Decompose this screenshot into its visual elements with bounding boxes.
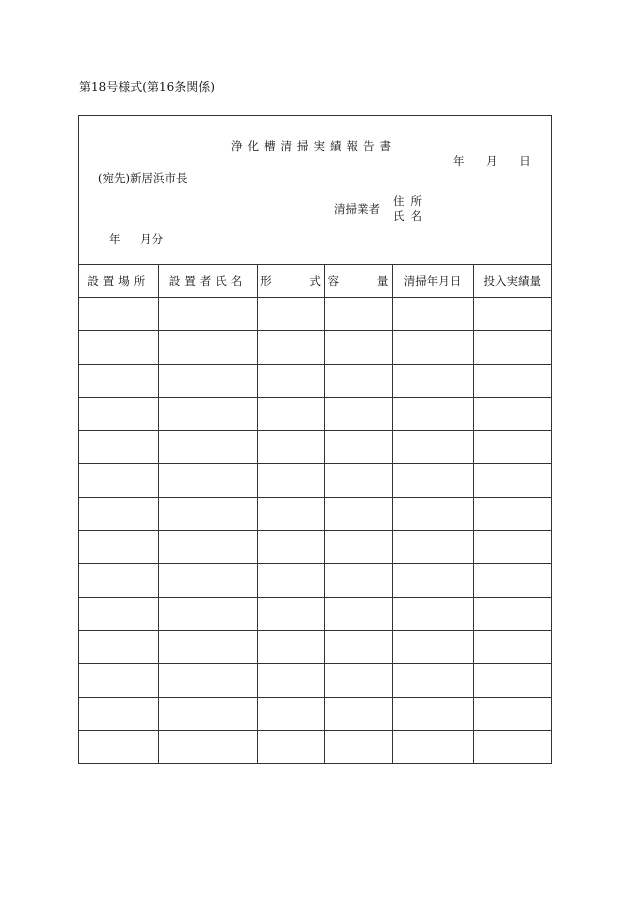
report-date: 年 月 日 [453, 154, 531, 168]
cell-amount[interactable] [473, 630, 551, 663]
report-header [79, 116, 551, 265]
table-row [79, 664, 551, 697]
table-row [79, 364, 551, 397]
cell-installer[interactable] [158, 630, 257, 663]
cell-location[interactable] [79, 664, 158, 697]
cell-capacity[interactable] [324, 564, 392, 597]
cell-type[interactable] [257, 497, 324, 530]
cell-date[interactable] [392, 397, 473, 430]
cell-location[interactable] [79, 497, 158, 530]
cell-type[interactable] [257, 298, 324, 331]
cell-amount[interactable] [473, 697, 551, 730]
cell-date[interactable] [392, 497, 473, 530]
cell-amount[interactable] [473, 497, 551, 530]
report-title: 浄化槽清掃実績報告書 [231, 139, 396, 153]
cell-location[interactable] [79, 431, 158, 464]
cell-capacity[interactable] [324, 730, 392, 763]
cell-installer[interactable] [158, 697, 257, 730]
cell-installer[interactable] [158, 664, 257, 697]
cell-amount[interactable] [473, 331, 551, 364]
cell-capacity[interactable] [324, 431, 392, 464]
cell-location[interactable] [79, 597, 158, 630]
cell-date[interactable] [392, 364, 473, 397]
cell-location[interactable] [79, 331, 158, 364]
form-number: 第18号様式(第16条関係) [79, 80, 215, 94]
cell-capacity[interactable] [324, 331, 392, 364]
cell-location[interactable] [79, 564, 158, 597]
cell-type[interactable] [257, 531, 324, 564]
name-label: 氏名 [393, 209, 428, 223]
table-row [79, 630, 551, 663]
cell-date[interactable] [392, 697, 473, 730]
cell-installer[interactable] [158, 331, 257, 364]
cell-location[interactable] [79, 531, 158, 564]
cell-installer[interactable] [158, 730, 257, 763]
cell-location[interactable] [79, 730, 158, 763]
cell-capacity[interactable] [324, 664, 392, 697]
cell-type[interactable] [257, 697, 324, 730]
column-header-type: 形 式 [257, 265, 324, 298]
cell-capacity[interactable] [324, 597, 392, 630]
table-row [79, 697, 551, 730]
cell-type[interactable] [257, 664, 324, 697]
table-row [79, 564, 551, 597]
cell-amount[interactable] [473, 397, 551, 430]
cell-installer[interactable] [158, 497, 257, 530]
cleaner-label: 清掃業者 [334, 202, 380, 216]
cell-installer[interactable] [158, 397, 257, 430]
cell-date[interactable] [392, 531, 473, 564]
column-header-location: 設置場所 [79, 265, 158, 298]
cell-date[interactable] [392, 564, 473, 597]
cell-amount[interactable] [473, 298, 551, 331]
cell-type[interactable] [257, 431, 324, 464]
cell-date[interactable] [392, 664, 473, 697]
cell-installer[interactable] [158, 364, 257, 397]
cell-date[interactable] [392, 298, 473, 331]
table-row [79, 331, 551, 364]
column-header-installer: 設置者氏名 [158, 265, 257, 298]
column-header-date: 清掃年月日 [392, 265, 473, 298]
table-row [79, 531, 551, 564]
table-header-row [79, 265, 551, 298]
cell-type[interactable] [257, 364, 324, 397]
cell-capacity[interactable] [324, 531, 392, 564]
cell-date[interactable] [392, 630, 473, 663]
cell-installer[interactable] [158, 597, 257, 630]
table-row [79, 298, 551, 331]
cell-amount[interactable] [473, 464, 551, 497]
cell-date[interactable] [392, 431, 473, 464]
cell-type[interactable] [257, 630, 324, 663]
cell-amount[interactable] [473, 564, 551, 597]
table-row [79, 397, 551, 430]
cell-date[interactable] [392, 597, 473, 630]
cell-location[interactable] [79, 697, 158, 730]
cell-amount[interactable] [473, 364, 551, 397]
table-row [79, 597, 551, 630]
table-row [79, 497, 551, 530]
cell-location[interactable] [79, 364, 158, 397]
cell-installer[interactable] [158, 464, 257, 497]
cell-amount[interactable] [473, 730, 551, 763]
cell-installer[interactable] [158, 564, 257, 597]
cell-type[interactable] [257, 730, 324, 763]
cell-location[interactable] [79, 298, 158, 331]
cell-type[interactable] [257, 597, 324, 630]
cell-capacity[interactable] [324, 364, 392, 397]
cell-type[interactable] [257, 331, 324, 364]
cell-type[interactable] [257, 397, 324, 430]
cell-date[interactable] [392, 464, 473, 497]
table-row [79, 464, 551, 497]
cell-capacity[interactable] [324, 497, 392, 530]
cell-location[interactable] [79, 630, 158, 663]
report-period: 年 月分 [109, 232, 164, 246]
cell-amount[interactable] [473, 431, 551, 464]
address-label: 住所 [393, 194, 428, 208]
cell-installer[interactable] [158, 531, 257, 564]
cell-capacity[interactable] [324, 397, 392, 430]
cell-location[interactable] [79, 464, 158, 497]
column-header-amount: 投入実績量 [473, 265, 551, 298]
cell-type[interactable] [257, 564, 324, 597]
cell-capacity[interactable] [324, 298, 392, 331]
cell-date[interactable] [392, 730, 473, 763]
cleaning-records-table [79, 265, 551, 763]
cell-capacity[interactable] [324, 464, 392, 497]
table-row [79, 431, 551, 464]
cell-capacity[interactable] [324, 697, 392, 730]
cell-date[interactable] [392, 331, 473, 364]
cell-type[interactable] [257, 464, 324, 497]
cell-installer[interactable] [158, 298, 257, 331]
cell-amount[interactable] [473, 597, 551, 630]
cell-installer[interactable] [158, 431, 257, 464]
report-form [78, 115, 552, 764]
column-header-capacity: 容 量 [324, 265, 392, 298]
cell-location[interactable] [79, 397, 158, 430]
records-body [79, 298, 551, 764]
cell-amount[interactable] [473, 664, 551, 697]
cell-amount[interactable] [473, 531, 551, 564]
cell-capacity[interactable] [324, 630, 392, 663]
addressee: (宛先)新居浜市長 [98, 171, 188, 185]
table-row [79, 730, 551, 763]
